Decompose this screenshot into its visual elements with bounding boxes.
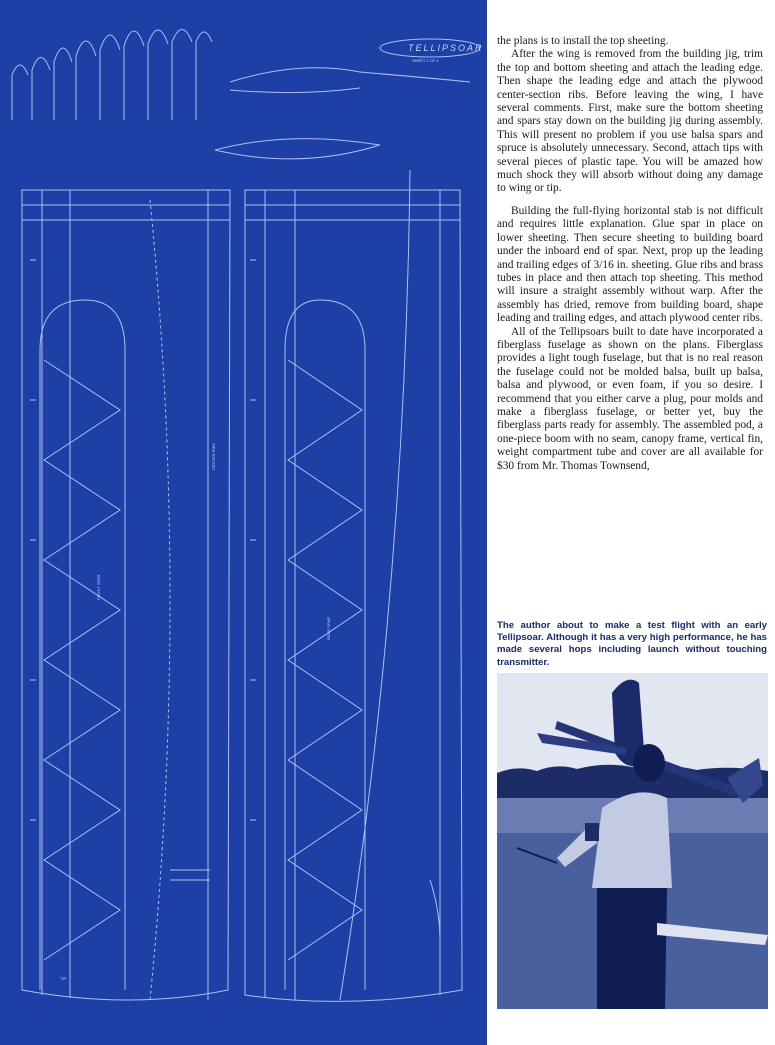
right-wing-panel — [245, 170, 462, 1001]
article-paragraph: the plans is to install the top sheeting. — [497, 35, 669, 47]
article-paragraph: All of the Tellipsoars built to date have incorporated a fiberglass fuselage as shown on the plans. Fiberglass provides a light tough fuselage, but that is no real reason the fuselage could not be molded balsa, built up balsa, balsa and plywood, or even foam, if you so desire. I recommend that you either carve a plug, pour molds and make a fiberglass fuselage, or better yet, buy the fiberglass parts ready for assembly. The assembled pod, a one-piece boom with no seam, canopy frame, vertical fin, weight compartment tube and cover are all available for $30 from Mr. Thomas Townsend, — [497, 325, 763, 472]
photo-scene — [497, 673, 768, 1009]
stab-outline — [215, 139, 380, 159]
blueprint-sheet-label: SHEET 2 OF 2 — [412, 58, 439, 63]
front-spar-label: FRONT SPAR — [96, 574, 101, 600]
fuselage-outline — [230, 68, 470, 82]
article-text — [497, 35, 763, 473]
left-wing-panel — [22, 190, 230, 1000]
rib-templates — [12, 30, 212, 121]
rear-spar-label: REAR SPAR — [326, 617, 331, 640]
article-paragraph: Building the full-flying horizontal stab is not difficult and requires little explanation. Glue spar in place on lower sheeting. Then secure sheeting to building board under the inboard end of spar. Next, prop up the leading and trailing edges of 3/16 in. sheeting. Glue ribs and brass tubes in place and then attach top sheeting. This method will insure a straight assembly without warp. After the assembly has dried, remove from building board, shape leading and trailing edges, and attach plywood center ribs. — [497, 204, 763, 325]
author-photo — [497, 673, 768, 1009]
photo-caption: The author about to make a test flight with an early Tellipsoar. Although it has a very high performance, he has made several hops including launch without touching transmitter. — [497, 620, 767, 668]
tip-label: TIP — [60, 976, 67, 981]
article-paragraph: After the wing is removed from the building jig, trim the top and bottom sheeting and attach the leading edge. Then shape the leading edge and attach the plywood center-section ribs. Before leaving the wing, I have several comments. First, make sure the bottom sheeting and spars stay down on the building jig during assembly. This will present no problem if you use balsa spars and spruce is absolutely unnecessary. Second, attach tips with several pieces of plastic tape. You will be amazed how much shock they will absorb without doing any damage to wing or tip. — [497, 48, 763, 195]
center-ribs-label: CENTER RIBS — [211, 443, 216, 470]
blueprint-title: TELLIPSOAR — [408, 43, 484, 53]
